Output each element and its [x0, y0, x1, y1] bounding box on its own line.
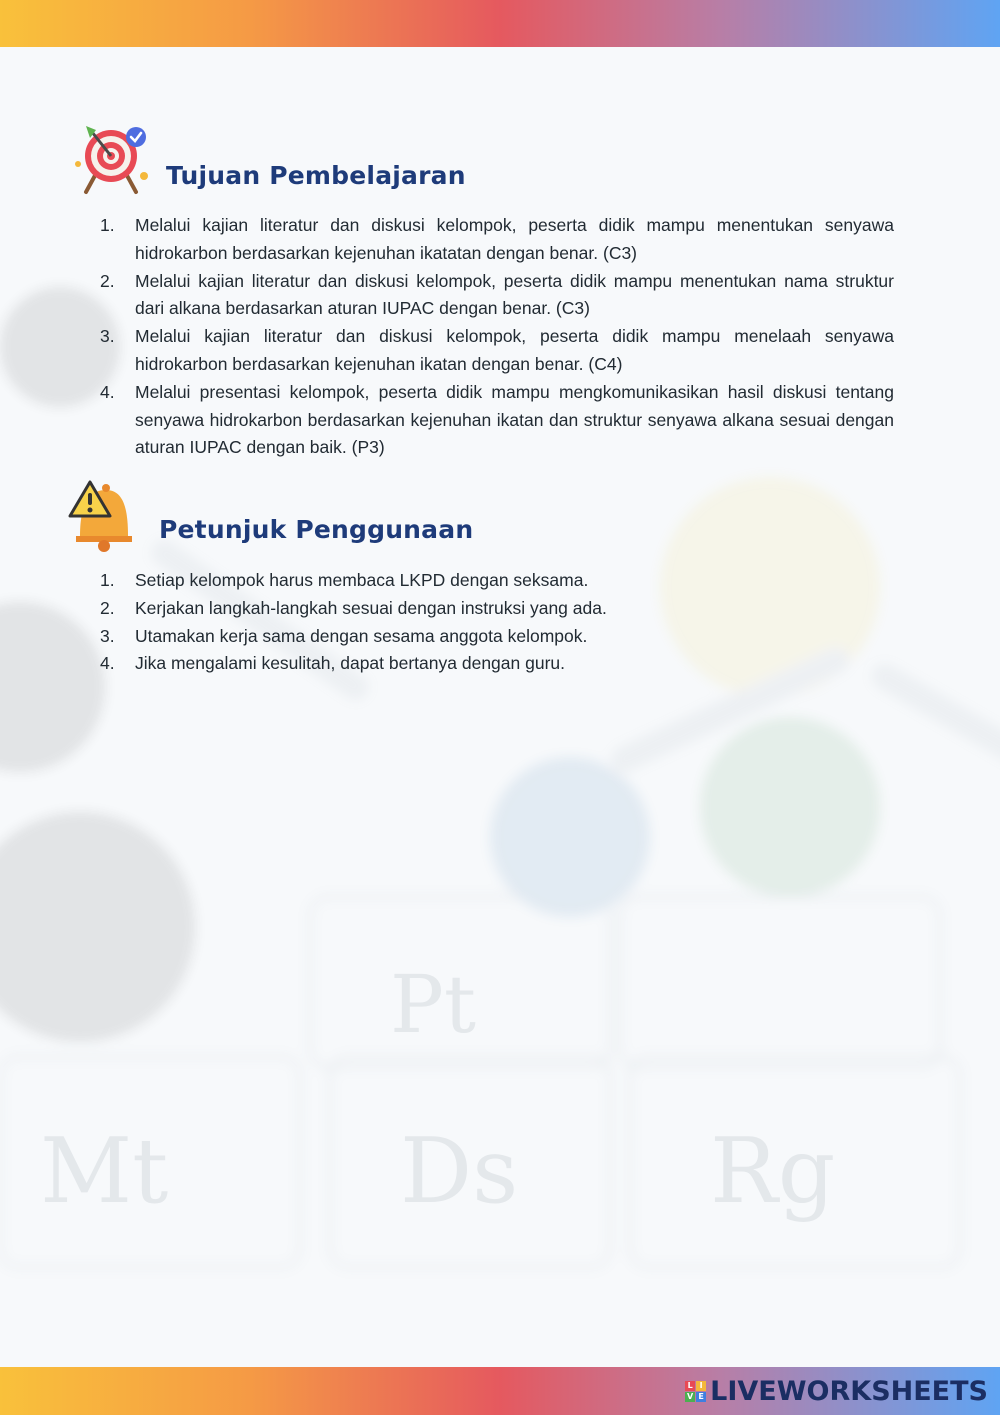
item-text: Melalui kajian literatur dan diskusi kelompok, peserta didik mampu menentukan nama struktur dari alkana berdasarkan aturan IUPAC dengan benar. (C3)	[135, 270, 894, 319]
item-number: 4.	[100, 653, 115, 674]
liveworksheets-brand[interactable]	[685, 1373, 988, 1409]
list-item	[100, 268, 894, 324]
bg-symbol-rg: Rg	[710, 1119, 836, 1224]
item-text: Utamakan kerja sama dengan sesama anggota kelompok.	[135, 625, 588, 646]
item-number: 2.	[100, 597, 115, 618]
list-item	[100, 650, 894, 678]
item-text: Jika mengalami kesulitah, dapat bertanya dengan guru.	[135, 653, 565, 674]
item-number: 3.	[100, 326, 115, 347]
item-number: 4.	[100, 381, 115, 402]
list-item	[100, 212, 894, 268]
instructions-heading: Petunjuk Penggunaan	[159, 515, 474, 544]
logo-letter: V	[687, 1391, 694, 1401]
item-text: Setiap kelompok harus membaca LKPD dengan seksama.	[135, 570, 589, 590]
bg-symbol-ds: Ds	[400, 1119, 519, 1224]
item-text: Kerjakan langkah-langkah sesuai dengan instruksi yang ada.	[135, 597, 607, 618]
objectives-heading: Tujuan Pembelajaran	[166, 161, 466, 190]
item-text: Melalui presentasi kelompok, peserta didik mampu mengkomunikasikan hasil diskusi tentang senyawa hidrokarbon berdasarkan kejenuhan ikatan dan struktur senyawa alkana sesuai dengan aturan IUPAC dengan baik. (P3)	[135, 381, 894, 458]
item-number: 2.	[100, 270, 115, 291]
instructions-list	[100, 567, 894, 678]
item-number: 1.	[100, 215, 115, 235]
bg-symbol-pt: Pt	[390, 958, 476, 1051]
bg-symbol-mt: Mt	[40, 1119, 169, 1224]
liveworksheets-logo-icon	[685, 1381, 706, 1402]
brand-name: LIVEWORKSHEETS	[710, 1375, 988, 1407]
item-text: Melalui kajian literatur dan diskusi kelompok, peserta didik mampu menentukan senyawa hidrokarbon berdasarkan kejenuhan ikatatan dengan benar. (C3)	[135, 215, 894, 263]
item-number: 1.	[100, 570, 115, 590]
item-text: Melalui kajian literatur dan diskusi kelompok, peserta didik mampu menelaah senyawa hidrokarbon berdasarkan kejenuhan ikatan dengan benar. (C4)	[135, 326, 894, 374]
top-gradient-band	[0, 0, 1000, 47]
target-icon	[72, 118, 154, 196]
logo-letter: L	[685, 1381, 695, 1391]
list-item	[100, 567, 894, 595]
list-item	[100, 595, 894, 623]
warning-bell-icon	[66, 480, 134, 554]
item-number: 3.	[100, 625, 115, 646]
logo-letter: I	[696, 1381, 706, 1391]
list-item	[100, 623, 894, 651]
list-item	[100, 379, 894, 462]
list-item	[100, 323, 894, 379]
logo-letter: E	[696, 1392, 706, 1402]
objectives-list	[100, 212, 894, 462]
